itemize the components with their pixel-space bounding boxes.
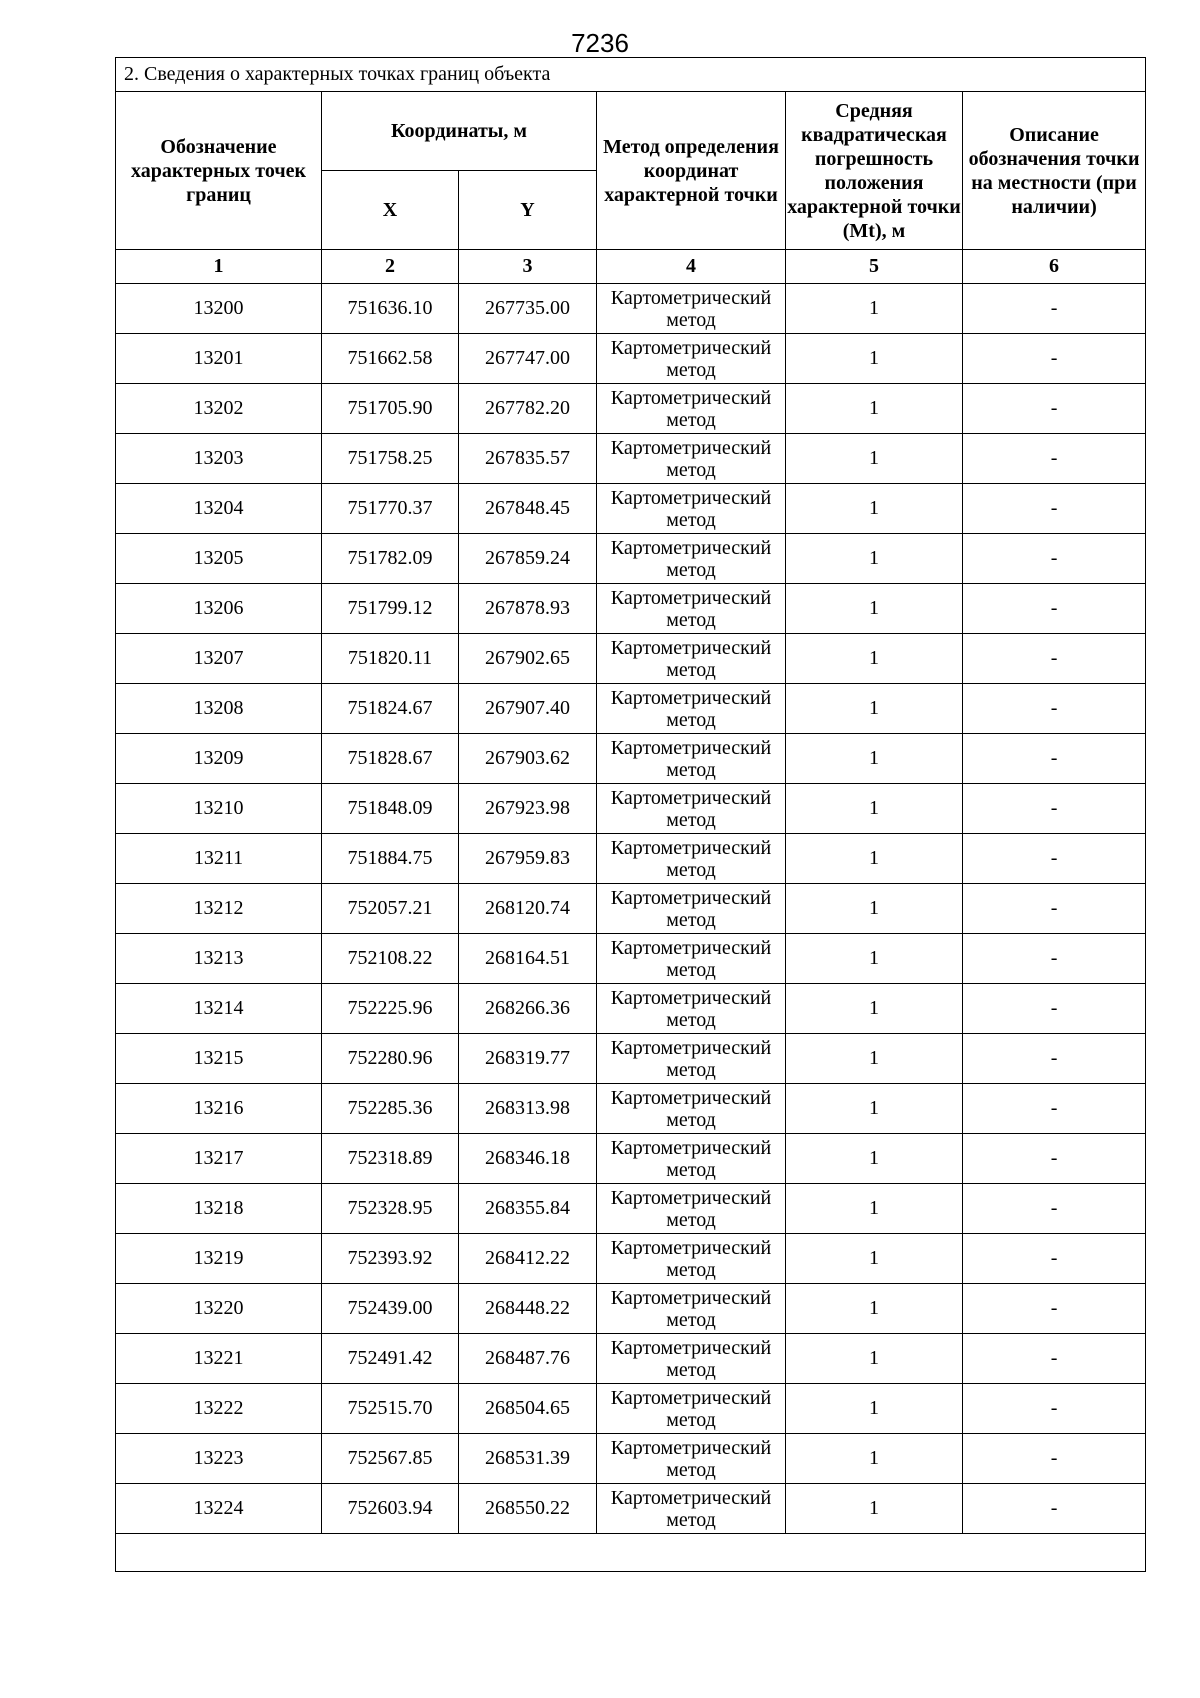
method-line1: Картометрический — [610, 936, 772, 959]
y-cell: 267903.62 — [459, 734, 597, 784]
header-coords: Координаты, м — [322, 92, 597, 171]
description-cell: - — [963, 484, 1146, 534]
y-cell: 267878.93 — [459, 584, 597, 634]
x-cell: 752280.96 — [322, 1034, 459, 1084]
x-cell: 751782.09 — [322, 534, 459, 584]
column-number: 5 — [786, 250, 963, 284]
table-row — [116, 1484, 1146, 1534]
description-cell: - — [963, 784, 1146, 834]
x-cell: 752285.36 — [322, 1084, 459, 1134]
method-cell — [597, 584, 786, 634]
error-cell: 1 — [786, 334, 963, 384]
description-cell: - — [963, 934, 1146, 984]
column-number: 1 — [116, 250, 322, 284]
point-cell: 13210 — [116, 784, 322, 834]
method-cell — [597, 1484, 786, 1534]
table-row — [116, 1384, 1146, 1434]
point-cell: 13212 — [116, 884, 322, 934]
point-cell: 13222 — [116, 1384, 322, 1434]
y-cell: 268550.22 — [459, 1484, 597, 1534]
method-line2: метод — [666, 858, 716, 881]
column-number: 4 — [597, 250, 786, 284]
point-cell: 13213 — [116, 934, 322, 984]
error-cell: 1 — [786, 1134, 963, 1184]
description-cell: - — [963, 584, 1146, 634]
description-cell: - — [963, 1434, 1146, 1484]
x-cell: 752057.21 — [322, 884, 459, 934]
error-cell: 1 — [786, 934, 963, 984]
table-row — [116, 1434, 1146, 1484]
table-row — [116, 834, 1146, 884]
description-cell: - — [963, 434, 1146, 484]
method-line2: метод — [666, 1208, 716, 1231]
y-cell: 267848.45 — [459, 484, 597, 534]
point-cell: 13209 — [116, 734, 322, 784]
method-line2: метод — [666, 508, 716, 531]
table-footer-empty-row — [116, 1534, 1146, 1572]
error-cell: 1 — [786, 484, 963, 534]
description-cell: - — [963, 1234, 1146, 1284]
method-cell — [597, 784, 786, 834]
x-cell: 752328.95 — [322, 1184, 459, 1234]
description-cell: - — [963, 284, 1146, 334]
header-description: Описание обозначения точки на местности (при наличии) — [963, 92, 1146, 250]
method-line2: метод — [666, 908, 716, 931]
method-line1: Картометрический — [610, 886, 772, 909]
y-cell: 267959.83 — [459, 834, 597, 884]
point-cell: 13215 — [116, 1034, 322, 1084]
x-cell: 752491.42 — [322, 1334, 459, 1384]
y-cell: 268448.22 — [459, 1284, 597, 1334]
method-cell — [597, 1384, 786, 1434]
table-row — [116, 534, 1146, 584]
table-row — [116, 284, 1146, 334]
method-line1: Картометрический — [610, 1136, 772, 1159]
point-cell: 13219 — [116, 1234, 322, 1284]
description-cell: - — [963, 1484, 1146, 1534]
point-cell: 13208 — [116, 684, 322, 734]
method-line1: Картометрический — [610, 736, 772, 759]
method-line2: метод — [666, 658, 716, 681]
method-line1: Картометрический — [610, 1036, 772, 1059]
description-cell: - — [963, 984, 1146, 1034]
method-line1: Картометрический — [610, 486, 772, 509]
x-cell: 752318.89 — [322, 1134, 459, 1184]
error-cell: 1 — [786, 784, 963, 834]
header-x: X — [322, 171, 459, 250]
method-line1: Картометрический — [610, 536, 772, 559]
method-line1: Картометрический — [610, 636, 772, 659]
table-row — [116, 884, 1146, 934]
x-cell: 751662.58 — [322, 334, 459, 384]
point-cell: 13207 — [116, 634, 322, 684]
method-line2: метод — [666, 808, 716, 831]
table-row — [116, 434, 1146, 484]
x-cell: 751824.67 — [322, 684, 459, 734]
error-cell: 1 — [786, 1434, 963, 1484]
table-row — [116, 1334, 1146, 1384]
error-cell: 1 — [786, 1084, 963, 1134]
error-cell: 1 — [786, 1034, 963, 1084]
y-cell: 267923.98 — [459, 784, 597, 834]
error-cell: 1 — [786, 634, 963, 684]
error-cell: 1 — [786, 1184, 963, 1234]
method-line1: Картометрический — [610, 1186, 772, 1209]
y-cell: 268164.51 — [459, 934, 597, 984]
x-cell: 752225.96 — [322, 984, 459, 1034]
method-line2: метод — [666, 558, 716, 581]
error-cell: 1 — [786, 534, 963, 584]
error-cell: 1 — [786, 284, 963, 334]
error-cell: 1 — [786, 1334, 963, 1384]
method-line1: Картометрический — [610, 786, 772, 809]
y-cell: 268504.65 — [459, 1384, 597, 1434]
y-cell: 268487.76 — [459, 1334, 597, 1384]
method-cell — [597, 534, 786, 584]
table-row — [116, 1234, 1146, 1284]
method-cell — [597, 684, 786, 734]
y-cell: 268355.84 — [459, 1184, 597, 1234]
error-cell: 1 — [786, 1384, 963, 1434]
method-line1: Картометрический — [610, 686, 772, 709]
description-cell: - — [963, 1134, 1146, 1184]
column-numbers-row — [116, 250, 1146, 284]
error-cell: 1 — [786, 884, 963, 934]
header-point: Обозначение характерных точек границ — [116, 92, 322, 250]
description-cell: - — [963, 884, 1146, 934]
method-line2: метод — [666, 358, 716, 381]
boundary-points-table — [115, 57, 1146, 1572]
method-line2: метод — [666, 1108, 716, 1131]
method-cell — [597, 934, 786, 984]
method-line1: Картометрический — [610, 336, 772, 359]
description-cell: - — [963, 1034, 1146, 1084]
error-cell: 1 — [786, 434, 963, 484]
description-cell: - — [963, 834, 1146, 884]
method-line2: метод — [666, 1408, 716, 1431]
method-line1: Картометрический — [610, 1086, 772, 1109]
x-cell: 752393.92 — [322, 1234, 459, 1284]
y-cell: 268319.77 — [459, 1034, 597, 1084]
method-cell — [597, 984, 786, 1034]
table-row — [116, 634, 1146, 684]
method-cell — [597, 1034, 786, 1084]
section-title: 2. Сведения о характерных точках границ объекта — [116, 58, 1146, 92]
description-cell: - — [963, 334, 1146, 384]
method-line1: Картометрический — [610, 586, 772, 609]
description-cell: - — [963, 384, 1146, 434]
column-number: 2 — [322, 250, 459, 284]
table-row — [116, 584, 1146, 634]
method-cell — [597, 1434, 786, 1484]
table-row — [116, 384, 1146, 434]
method-cell — [597, 1334, 786, 1384]
method-line2: метод — [666, 1508, 716, 1531]
point-cell: 13202 — [116, 384, 322, 434]
table-row — [116, 1184, 1146, 1234]
point-cell: 13201 — [116, 334, 322, 384]
method-line1: Картометрический — [610, 436, 772, 459]
point-cell: 13218 — [116, 1184, 322, 1234]
method-line1: Картометрический — [610, 1436, 772, 1459]
method-cell — [597, 1084, 786, 1134]
method-cell — [597, 1234, 786, 1284]
description-cell: - — [963, 734, 1146, 784]
method-cell — [597, 384, 786, 434]
column-number: 3 — [459, 250, 597, 284]
y-cell: 267782.20 — [459, 384, 597, 434]
method-cell — [597, 334, 786, 384]
method-line2: метод — [666, 758, 716, 781]
point-cell: 13216 — [116, 1084, 322, 1134]
point-cell: 13217 — [116, 1134, 322, 1184]
point-cell: 13206 — [116, 584, 322, 634]
method-line1: Картометрический — [610, 286, 772, 309]
table-row — [116, 784, 1146, 834]
x-cell: 751770.37 — [322, 484, 459, 534]
point-cell: 13204 — [116, 484, 322, 534]
method-line2: метод — [666, 1458, 716, 1481]
error-cell: 1 — [786, 1284, 963, 1334]
description-cell: - — [963, 634, 1146, 684]
error-cell: 1 — [786, 584, 963, 634]
table-row — [116, 1034, 1146, 1084]
point-cell: 13224 — [116, 1484, 322, 1534]
point-cell: 13220 — [116, 1284, 322, 1334]
x-cell: 752108.22 — [322, 934, 459, 984]
table-row — [116, 1084, 1146, 1134]
method-cell — [597, 1284, 786, 1334]
description-cell: - — [963, 684, 1146, 734]
x-cell: 751758.25 — [322, 434, 459, 484]
table-row — [116, 1134, 1146, 1184]
header-method: Метод определения координат характерной точки — [597, 92, 786, 250]
x-cell: 752603.94 — [322, 1484, 459, 1534]
method-line2: метод — [666, 608, 716, 631]
y-cell: 267747.00 — [459, 334, 597, 384]
x-cell: 751820.11 — [322, 634, 459, 684]
description-cell: - — [963, 1284, 1146, 1334]
point-cell: 13211 — [116, 834, 322, 884]
error-cell: 1 — [786, 1234, 963, 1284]
table-row — [116, 934, 1146, 984]
method-line1: Картометрический — [610, 1286, 772, 1309]
method-line1: Картометрический — [610, 986, 772, 1009]
x-cell: 752567.85 — [322, 1434, 459, 1484]
point-cell: 13203 — [116, 434, 322, 484]
error-cell: 1 — [786, 684, 963, 734]
x-cell: 751828.67 — [322, 734, 459, 784]
y-cell: 268531.39 — [459, 1434, 597, 1484]
y-cell: 267835.57 — [459, 434, 597, 484]
method-line2: метод — [666, 1258, 716, 1281]
y-cell: 268313.98 — [459, 1084, 597, 1134]
method-cell — [597, 484, 786, 534]
y-cell: 268412.22 — [459, 1234, 597, 1284]
method-line2: метод — [666, 708, 716, 731]
description-cell: - — [963, 1334, 1146, 1384]
method-cell — [597, 284, 786, 334]
error-cell: 1 — [786, 384, 963, 434]
y-cell: 267859.24 — [459, 534, 597, 584]
method-line2: метод — [666, 1158, 716, 1181]
y-cell: 267907.40 — [459, 684, 597, 734]
y-cell: 267902.65 — [459, 634, 597, 684]
x-cell: 752515.70 — [322, 1384, 459, 1434]
table-row — [116, 484, 1146, 534]
method-cell — [597, 734, 786, 784]
page-number: 7236 — [571, 28, 629, 58]
method-line2: метод — [666, 958, 716, 981]
point-cell: 13214 — [116, 984, 322, 1034]
description-cell: - — [963, 1184, 1146, 1234]
y-cell: 268266.36 — [459, 984, 597, 1034]
method-line1: Картометрический — [610, 836, 772, 859]
method-line2: метод — [666, 1058, 716, 1081]
y-cell: 267735.00 — [459, 284, 597, 334]
header-y: Y — [459, 171, 597, 250]
x-cell: 752439.00 — [322, 1284, 459, 1334]
error-cell: 1 — [786, 984, 963, 1034]
error-cell: 1 — [786, 1484, 963, 1534]
table-row — [116, 1284, 1146, 1334]
method-line2: метод — [666, 1008, 716, 1031]
description-cell: - — [963, 534, 1146, 584]
method-cell — [597, 834, 786, 884]
method-line1: Картометрический — [610, 386, 772, 409]
x-cell: 751799.12 — [322, 584, 459, 634]
description-cell: - — [963, 1384, 1146, 1434]
point-cell: 13223 — [116, 1434, 322, 1484]
table-row — [116, 984, 1146, 1034]
method-cell — [597, 884, 786, 934]
description-cell: - — [963, 1084, 1146, 1134]
point-cell: 13221 — [116, 1334, 322, 1384]
header-error: Средняя квадратическая погрешность положения характерной точки (Mt), м — [786, 92, 963, 250]
y-cell: 268120.74 — [459, 884, 597, 934]
x-cell: 751848.09 — [322, 784, 459, 834]
table-row — [116, 684, 1146, 734]
point-cell: 13205 — [116, 534, 322, 584]
method-line2: метод — [666, 308, 716, 331]
method-line1: Картометрический — [610, 1236, 772, 1259]
x-cell: 751636.10 — [322, 284, 459, 334]
method-cell — [597, 434, 786, 484]
method-line2: метод — [666, 458, 716, 481]
x-cell: 751705.90 — [322, 384, 459, 434]
error-cell: 1 — [786, 834, 963, 884]
method-cell — [597, 1134, 786, 1184]
point-cell: 13200 — [116, 284, 322, 334]
method-line1: Картометрический — [610, 1336, 772, 1359]
column-number: 6 — [963, 250, 1146, 284]
method-line1: Картометрический — [610, 1486, 772, 1509]
method-line2: метод — [666, 1358, 716, 1381]
x-cell: 751884.75 — [322, 834, 459, 884]
method-line2: метод — [666, 1308, 716, 1331]
table-row — [116, 734, 1146, 784]
method-line1: Картометрический — [610, 1386, 772, 1409]
table-row — [116, 334, 1146, 384]
method-line2: метод — [666, 408, 716, 431]
method-cell — [597, 1184, 786, 1234]
y-cell: 268346.18 — [459, 1134, 597, 1184]
table-body — [116, 284, 1146, 1534]
error-cell: 1 — [786, 734, 963, 784]
method-cell — [597, 634, 786, 684]
